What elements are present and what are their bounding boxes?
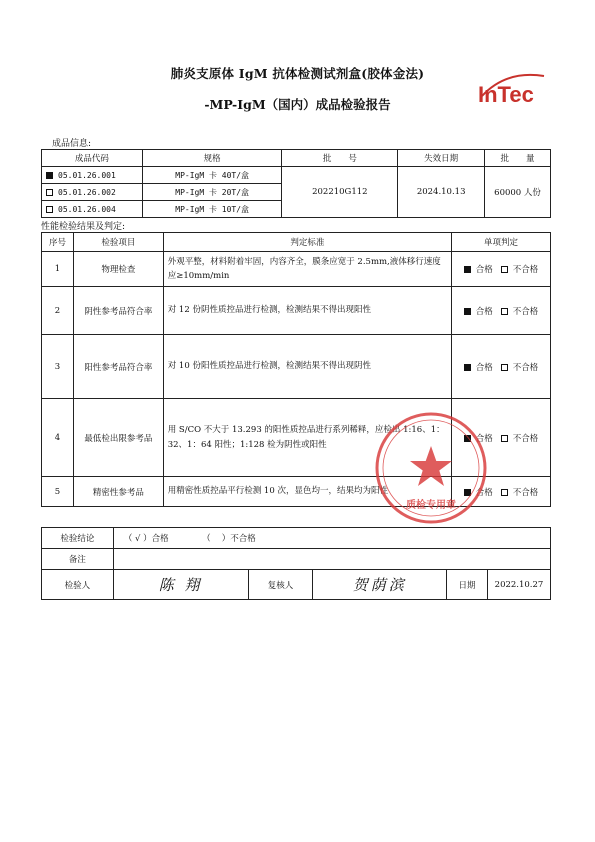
- pass-checkbox[interactable]: [464, 364, 471, 371]
- remark-label: 备注: [42, 549, 114, 570]
- row-item: 最低检出限参考品: [73, 399, 163, 477]
- pass-checkbox[interactable]: [464, 266, 471, 273]
- product-code-cell: [42, 184, 143, 201]
- row-criteria: 外观平整，材料附着牢固，内容齐全，膜条应宽于 2.5mm,液体移行速度应≥10mm/min: [163, 252, 451, 287]
- reviewer-signature: 贺荫滨: [352, 576, 407, 594]
- product-info-label: 成品信息:: [52, 139, 92, 149]
- conclusion-fail: （ ）不合格: [202, 534, 256, 544]
- logo-text: InTec: [478, 82, 534, 107]
- stamp-text: 质检专用章: [406, 500, 456, 511]
- pass-label: 合格: [475, 265, 493, 275]
- checkbox-unchecked[interactable]: [46, 206, 53, 213]
- row-no: 2: [42, 287, 74, 335]
- checkbox-checked[interactable]: [46, 172, 53, 179]
- spec-cell: MP-IgM 卡 20T/盒: [142, 184, 282, 201]
- row-item: 精密性参考品: [73, 477, 163, 507]
- row-verdict: [452, 335, 551, 399]
- row-no: 4: [42, 399, 74, 477]
- header-spec: 规格: [142, 150, 282, 167]
- product-code-cell: [42, 201, 143, 218]
- row-item: 阴性参考品符合率: [73, 287, 163, 335]
- fail-checkbox[interactable]: [501, 266, 508, 273]
- remark-value: [113, 549, 550, 570]
- signature-row: [42, 570, 551, 600]
- inspector-signature: 陈 翔: [158, 576, 203, 594]
- pass-label: 合格: [475, 362, 493, 373]
- header-no: 序号: [42, 233, 74, 252]
- pass-label: 合格: [475, 306, 493, 317]
- reviewer-signature-cell: [313, 570, 447, 600]
- checkbox-unchecked[interactable]: [46, 189, 53, 196]
- row-item: 物理检查: [73, 252, 163, 287]
- table-row: [42, 287, 551, 335]
- table-row: [42, 167, 551, 184]
- row-criteria: 对 12 份阴性质控品进行检测，检测结果不得出现阳性: [163, 287, 451, 335]
- spec-cell: MP-IgM 卡 40T/盒: [142, 167, 282, 184]
- reviewer-label: 复核人: [248, 570, 313, 600]
- quantity-value: 60000 人份: [485, 167, 551, 218]
- fail-checkbox[interactable]: [501, 435, 508, 442]
- fail-label: 不合格: [512, 433, 539, 444]
- fail-checkbox[interactable]: [501, 489, 508, 496]
- performance-label: 性能检验结果及判定:: [41, 222, 126, 232]
- pass-checkbox[interactable]: [464, 308, 471, 315]
- fail-label: 不合格: [512, 306, 539, 317]
- product-code: 05.01.26.004: [58, 204, 116, 214]
- row-item: 阳性参考品符合率: [73, 335, 163, 399]
- row-criteria: 用精密性质控品平行检测 10 次，显色均一，结果均为阳性: [163, 477, 451, 507]
- spec-cell: MP-IgM 卡 10T/盒: [142, 201, 282, 218]
- fail-label: 不合格: [512, 362, 539, 373]
- fail-checkbox[interactable]: [501, 364, 508, 371]
- date-label: 日期: [447, 570, 488, 600]
- row-criteria: 对 10 份阳性质控品进行检测，检测结果不得出现阴性: [163, 335, 451, 399]
- fail-checkbox[interactable]: [501, 308, 508, 315]
- header-product-code: 成品代码: [42, 150, 143, 167]
- quality-stamp: [373, 410, 489, 526]
- header-quantity: 批 量: [485, 150, 551, 167]
- conclusion-label: 检验结论: [42, 528, 114, 549]
- header-criteria: 判定标准: [163, 233, 451, 252]
- row-no: 3: [42, 335, 74, 399]
- product-code: 05.01.26.001: [58, 170, 116, 180]
- table-row: [42, 252, 551, 287]
- header-expiry: 失效日期: [398, 150, 485, 167]
- row-no: 1: [42, 252, 74, 287]
- conclusion-row: [42, 528, 551, 549]
- inspector-signature-cell: [113, 570, 248, 600]
- row-verdict: [452, 252, 551, 287]
- row-verdict: [452, 287, 551, 335]
- header-batch-no: 批 号: [282, 150, 398, 167]
- report-title-line2: -MP-IgM（国内）成品检验报告: [204, 97, 391, 112]
- conclusion-value: [113, 528, 550, 549]
- product-info-header-row: [42, 150, 551, 167]
- date-value: 2022.10.27: [487, 570, 550, 600]
- pass-label: 合格: [475, 487, 493, 498]
- fail-label: 不合格: [512, 265, 539, 275]
- remark-row: [42, 549, 551, 570]
- batch-no-value: 202210G112: [282, 167, 398, 218]
- header-item: 检验项目: [73, 233, 163, 252]
- product-code: 05.01.26.002: [58, 187, 116, 197]
- row-criteria: 用 S/CO 不大于 13.293 的阳性质控品进行系列稀释，应检出 1:16、1：32、1：64 阳性；1:128 检为阴性或阳性: [163, 399, 451, 477]
- header-verdict: 单项判定: [452, 233, 551, 252]
- star-icon: [410, 446, 452, 486]
- summary-table: [41, 527, 551, 600]
- intec-logo: [476, 66, 548, 108]
- report-title-line1: 肺炎支原体 IgM 抗体检测试剂盒(胶体金法): [170, 66, 425, 81]
- product-code-cell: [42, 167, 143, 184]
- row-no: 5: [42, 477, 74, 507]
- expiry-value: 2024.10.13: [398, 167, 485, 218]
- fail-label: 不合格: [512, 487, 539, 498]
- product-info-table: [41, 149, 551, 218]
- inspector-label: 检验人: [42, 570, 114, 600]
- performance-header-row: [42, 233, 551, 252]
- pass-label: 合格: [475, 433, 493, 444]
- conclusion-pass: （ √ ）合格: [123, 534, 169, 544]
- table-row: [42, 335, 551, 399]
